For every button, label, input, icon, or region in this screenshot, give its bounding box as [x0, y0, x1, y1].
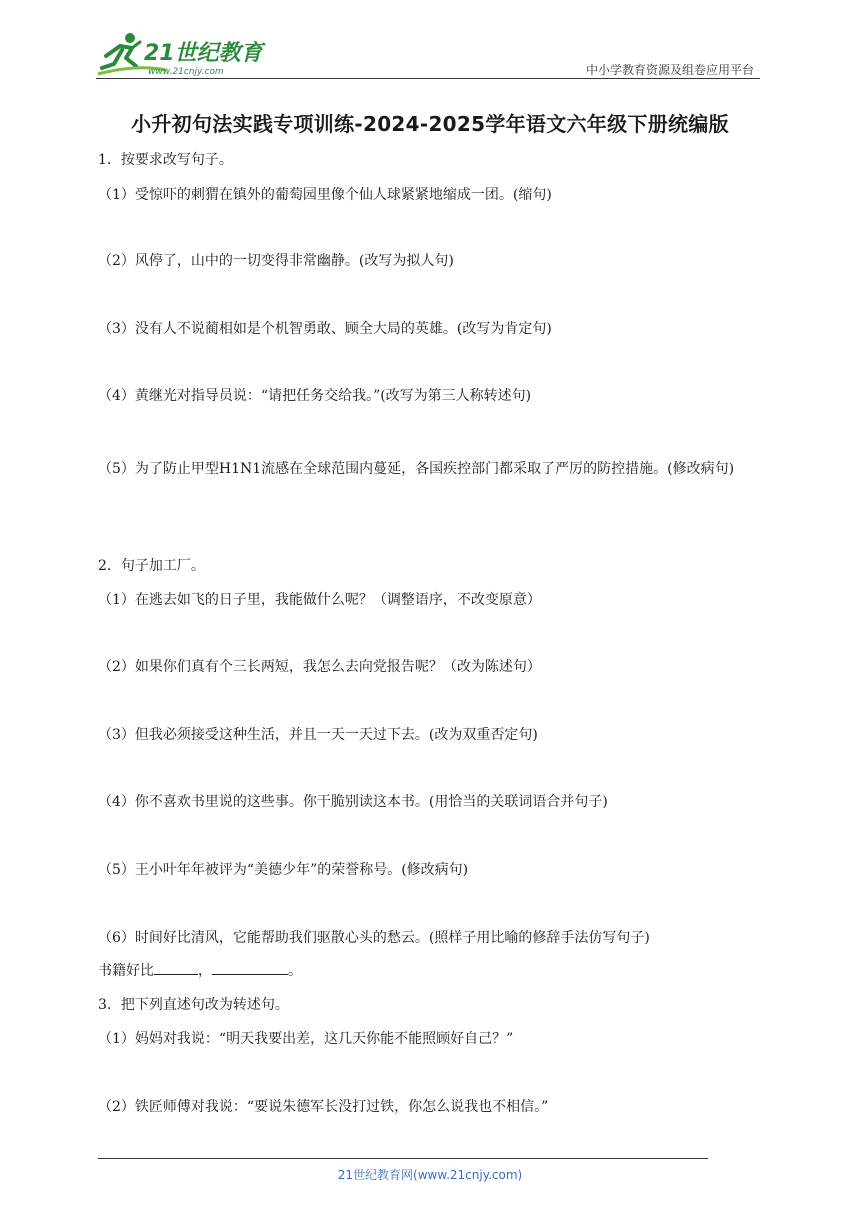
platform-name: 中小学教育资源及组卷应用平台	[585, 63, 754, 77]
question-heading: 2．句子加工厂。	[98, 558, 205, 574]
question-item: （1）在逃去如飞的日子里，我能做什么呢？（调整语序，不改变原意）	[98, 592, 541, 608]
header-divider	[96, 78, 760, 79]
footer-divider	[98, 1158, 708, 1159]
fill-separator: ，	[198, 963, 212, 979]
footer-link[interactable]: 21世纪教育网(www.21cnjy.com)	[337, 1168, 523, 1182]
question-item: （5）为了防止甲型H1N1流感在全球范围内蔓延，各国疾控部门都采取了严厉的防控措施。(修改病句)	[98, 461, 735, 477]
site-logo	[96, 30, 266, 78]
question-item: （2）铁匠师傅对我说：“要说朱德军长没打过铁，你怎么说我也不相信。”	[98, 1099, 549, 1115]
answer-blank-2[interactable]	[212, 960, 288, 975]
fill-in-line	[98, 960, 778, 982]
svg-text:www.21cnjy.com: www.21cnjy.com	[148, 67, 224, 77]
question-heading: 1．按要求改写句子。	[98, 152, 233, 168]
fill-prefix: 书籍好比	[98, 963, 154, 979]
question-item: （3）没有人不说蔺相如是个机智勇敢、顾全大局的英雄。(改写为肯定句)	[98, 321, 552, 337]
question-item: （1）受惊吓的刺猬在镇外的葡萄园里像个仙人球紧紧地缩成一团。(缩句)	[98, 187, 552, 203]
svg-text:21世纪教育: 21世纪教育	[144, 41, 263, 66]
question-heading: 3．把下列直述句改为转述句。	[98, 997, 289, 1013]
question-item: （3）但我必须接受这种生活，并且一天一天过下去。(改为双重否定句)	[98, 727, 538, 743]
page-title: 小升初句法实践专项训练-2024-2025学年语文六年级下册统编版	[131, 112, 729, 136]
question-item: （4）黄继光对指导员说：“请把任务交给我。”(改写为第三人称转述句)	[98, 388, 532, 404]
fill-end: 。	[288, 963, 302, 979]
page-header	[0, 0, 860, 80]
question-item: （2）如果你们真有个三长两短，我怎么去向党报告呢？（改为陈述句）	[98, 659, 541, 675]
question-item: （5）王小叶年年被评为“美德少年”的荣誉称号。(修改病句)	[98, 862, 469, 878]
question-item: （4）你不喜欢书里说的这些事。你干脆别读这本书。(用恰当的关联词语合并句子)	[98, 794, 608, 810]
question-item: （6）时间好比清风，它能帮助我们驱散心头的愁云。(照样子用比喻的修辞手法仿写句子)	[98, 930, 650, 946]
answer-blank-1[interactable]	[154, 960, 198, 975]
question-item: （1）妈妈对我说：“明天我要出差，这几天你能不能照顾好自己？”	[98, 1031, 514, 1047]
question-item: （2）风停了，山中的一切变得非常幽静。(改写为拟人句)	[98, 253, 454, 269]
